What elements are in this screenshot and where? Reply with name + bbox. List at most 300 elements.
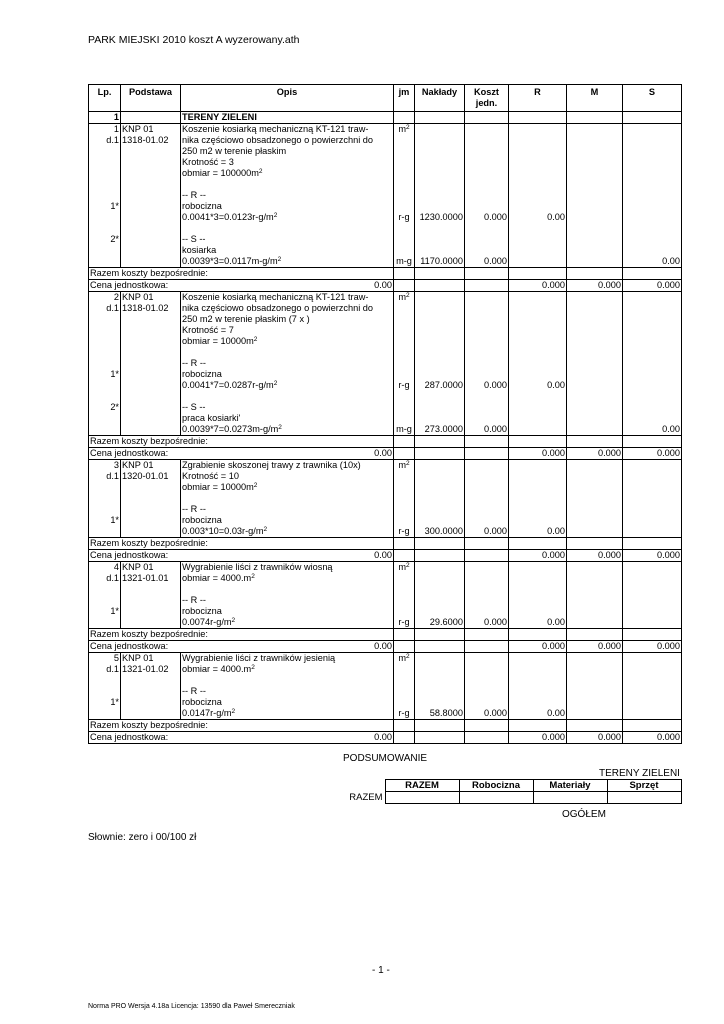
position-row (89, 653, 682, 720)
cena-total-r: 0.000 (509, 280, 567, 292)
r-formula: $0.0074r-g/m^2$ (182, 617, 236, 627)
razem-cell (567, 538, 623, 550)
spacer (510, 573, 565, 584)
r-formula: $0.0147r-g/m^2$ (182, 708, 236, 718)
spacer (624, 380, 680, 391)
spacer (568, 358, 621, 369)
spacer (466, 402, 507, 413)
superscript-2: 2 (231, 617, 236, 624)
razem-label: Razem koszty bezpośrednie: (89, 436, 394, 448)
spacer (466, 168, 507, 179)
cena-total-r: 0.000 (509, 550, 567, 562)
spacer (466, 146, 507, 157)
s-formula: $0.0039*3=0.0117m-g/m^2$ (182, 256, 282, 266)
spacer (416, 245, 463, 256)
spacer (568, 653, 621, 664)
spacer (395, 168, 413, 179)
spacer (416, 471, 463, 482)
spacer (624, 369, 680, 380)
spacer (395, 179, 413, 190)
spacer (466, 124, 507, 135)
spacer (416, 223, 463, 234)
podstawa-code: 1321-01.01 (122, 573, 169, 583)
summary-value-row (343, 792, 681, 804)
r-marker: -- R -- (182, 595, 206, 605)
spacer (568, 157, 621, 168)
position-naklady-r: 287.0000 (424, 380, 463, 390)
spacer (466, 292, 507, 303)
spacer (568, 460, 621, 471)
spacer (510, 471, 565, 482)
spacer (466, 595, 507, 606)
cena-value: 0.00 (374, 550, 392, 560)
s-lp: 2* (110, 234, 119, 244)
razem-cell (623, 629, 682, 641)
spacer (395, 482, 413, 493)
position-r (509, 292, 567, 436)
position-naklady-r: 300.0000 (424, 526, 463, 536)
cena-total-s: 0.000 (623, 732, 682, 744)
cena-koszt (465, 280, 509, 292)
spacer (510, 595, 565, 606)
cena-naklady (415, 732, 465, 744)
summary-col-razem: RAZEM (385, 780, 459, 792)
position-opis (181, 460, 394, 538)
spacer (624, 212, 680, 223)
r-name: robocizna (182, 697, 222, 707)
spacer (624, 460, 680, 471)
spacer (416, 460, 463, 471)
cena-label: Cena jednostkowa: (90, 280, 169, 290)
spacer (624, 179, 680, 190)
cena-value: 0.00 (374, 641, 392, 651)
position-m (567, 124, 623, 268)
position-s (623, 562, 682, 629)
spacer (466, 471, 507, 482)
s-lp: 2* (110, 402, 119, 412)
spacer (624, 223, 680, 234)
spacer (568, 391, 621, 402)
spacer (182, 347, 392, 358)
spacer (624, 504, 680, 515)
obmiar: obmiar = $4000.m^2$ (182, 664, 255, 674)
spacer (416, 358, 463, 369)
spacer (510, 584, 565, 595)
spacer (90, 595, 119, 606)
spacer (416, 595, 463, 606)
cena-total-m: 0.000 (567, 550, 623, 562)
s-name: praca kosiarki' (182, 413, 241, 423)
position-row (89, 460, 682, 538)
s-marker: -- S -- (182, 402, 206, 412)
opis-line: 250 m2 w terenie płaskim (7 x ) (182, 314, 310, 324)
spacer (90, 223, 119, 234)
razem-cell (465, 268, 509, 280)
position-jm (394, 562, 415, 629)
position-lp (89, 124, 121, 268)
spacer (90, 190, 119, 201)
s-marker: -- S -- (182, 234, 206, 244)
cena-naklady (415, 448, 465, 460)
position-s-s: 0.00 (662, 256, 680, 266)
position-podstawa (121, 562, 181, 629)
r-formula: $0.0041*3=0.0123r-g/m^2$ (182, 212, 278, 222)
position-r (509, 653, 567, 720)
cena-total-m: 0.000 (567, 641, 623, 653)
spacer (568, 664, 621, 675)
position-koszt-r: 0.000 (484, 212, 507, 222)
spacer (624, 358, 680, 369)
obmiar: obmiar = $10000m^2$ (182, 482, 258, 492)
spacer (395, 314, 413, 325)
spacer (395, 157, 413, 168)
position-koszt-s: 0.000 (484, 424, 507, 434)
opis-line: Krotność = 7 (182, 325, 234, 335)
section-row (89, 112, 682, 124)
position-jm (394, 460, 415, 538)
position-koszt (465, 562, 509, 629)
spacer (624, 413, 680, 424)
spacer (624, 708, 680, 719)
spacer (568, 675, 621, 686)
spacer (568, 697, 621, 708)
cena-value: 0.00 (374, 280, 392, 290)
cena-value: 0.00 (374, 448, 392, 458)
spacer (568, 504, 621, 515)
cena-total-s: 0.000 (623, 550, 682, 562)
r-jm: r-g (398, 708, 410, 718)
spacer (395, 413, 413, 424)
spacer (395, 675, 413, 686)
cena-label: Cena jednostkowa: (90, 550, 169, 560)
razem-cell (509, 268, 567, 280)
spacer (416, 190, 463, 201)
cena-total-m: 0.000 (567, 448, 623, 460)
position-s (623, 292, 682, 436)
spacer (568, 292, 621, 303)
position-naklady (415, 562, 465, 629)
position-s (623, 124, 682, 268)
spacer (568, 493, 621, 504)
spacer (568, 369, 621, 380)
spacer (90, 336, 119, 347)
podstawa-code: 1318-01.02 (122, 135, 169, 145)
position-opis (181, 292, 394, 436)
spacer (416, 135, 463, 146)
cena-row (89, 641, 682, 653)
position-r-r: 0.00 (547, 526, 565, 536)
spacer (568, 223, 621, 234)
spacer (466, 135, 507, 146)
r-lp: 1* (110, 697, 119, 707)
spacer (624, 617, 680, 628)
cena-total-s: 0.000 (623, 280, 682, 292)
s-name: kosiarka (182, 245, 217, 255)
position-koszt-r: 0.000 (484, 380, 507, 390)
spacer (624, 146, 680, 157)
lp-main: 1 (113, 124, 119, 134)
cena-jm (394, 641, 415, 653)
unit-m2: $m^2$ (398, 562, 410, 572)
spacer (568, 562, 621, 573)
spacer (624, 336, 680, 347)
lp-main: 3 (113, 460, 119, 470)
spacer (416, 179, 463, 190)
position-row (89, 292, 682, 436)
spacer (90, 686, 119, 697)
spacer (568, 413, 621, 424)
spacer (182, 391, 392, 402)
spacer (416, 515, 463, 526)
cena-jm (394, 448, 415, 460)
opis-line: nika częściowo obsadzonego o powierzchni do (182, 135, 374, 145)
position-r-r: 0.00 (547, 380, 565, 390)
spacer (510, 413, 565, 424)
spacer (466, 391, 507, 402)
spacer (510, 168, 565, 179)
spacer (90, 675, 119, 686)
position-naklady-s: 1170.0000 (420, 256, 463, 266)
spacer (624, 292, 680, 303)
spacer (395, 471, 413, 482)
position-koszt-r: 0.000 (484, 526, 507, 536)
spacer (416, 675, 463, 686)
unit-m2: $m^2$ (398, 124, 410, 134)
superscript-2: 2 (406, 124, 410, 131)
spacer (510, 190, 565, 201)
spacer (416, 369, 463, 380)
superscript-2: 2 (273, 212, 278, 219)
superscript-2: 2 (253, 336, 258, 343)
spacer (90, 347, 119, 358)
spacer (568, 190, 621, 201)
spacer (624, 402, 680, 413)
unit-m2: $m^2$ (398, 460, 410, 470)
position-koszt (465, 653, 509, 720)
position-lp (89, 292, 121, 436)
spacer (466, 314, 507, 325)
spacer (395, 245, 413, 256)
spacer (416, 573, 463, 584)
spacer (416, 124, 463, 135)
razem-row (89, 629, 682, 641)
position-r (509, 562, 567, 629)
spacer (395, 135, 413, 146)
r-lp: 1* (110, 606, 119, 616)
spacer (416, 201, 463, 212)
spacer (624, 157, 680, 168)
spacer (624, 303, 680, 314)
lp-main: 4 (113, 562, 119, 572)
spacer (568, 347, 621, 358)
spacer (624, 606, 680, 617)
col-s: S (623, 85, 682, 112)
spacer (510, 135, 565, 146)
position-r-r: 0.00 (547, 212, 565, 222)
spacer (416, 168, 463, 179)
spacer (466, 653, 507, 664)
spacer (510, 675, 565, 686)
spacer (568, 245, 621, 256)
cena-koszt (465, 732, 509, 744)
razem-cell (623, 720, 682, 732)
spacer (624, 493, 680, 504)
cena-total-s: 0.000 (623, 641, 682, 653)
lp-sub: d.1 (106, 664, 119, 674)
position-r-r: 0.00 (547, 617, 565, 627)
r-marker: -- R -- (182, 190, 206, 200)
spacer (624, 526, 680, 537)
spacer (466, 358, 507, 369)
col-koszt: Koszt jedn. (465, 85, 509, 112)
spacer (90, 157, 119, 168)
position-naklady (415, 653, 465, 720)
spacer (416, 292, 463, 303)
spacer (395, 686, 413, 697)
spacer (568, 212, 621, 223)
position-opis (181, 653, 394, 720)
spacer (90, 179, 119, 190)
razem-cell (394, 268, 415, 280)
position-lp (89, 653, 121, 720)
spacer (510, 325, 565, 336)
spacer (395, 515, 413, 526)
podstawa-code: 1320-01.01 (122, 471, 169, 481)
spacer (466, 190, 507, 201)
spacer (624, 391, 680, 402)
spacer (624, 201, 680, 212)
cena-cell (89, 550, 394, 562)
razem-cell (415, 720, 465, 732)
spacer (568, 380, 621, 391)
cena-total-r: 0.000 (509, 641, 567, 653)
spacer (466, 223, 507, 234)
position-naklady-s: 273.0000 (424, 424, 463, 434)
col-jm: jm (394, 85, 415, 112)
spacer (416, 146, 463, 157)
spacer (416, 653, 463, 664)
cena-row (89, 732, 682, 744)
spacer (416, 157, 463, 168)
col-naklady: Nakłady (415, 85, 465, 112)
cena-total-r: 0.000 (509, 448, 567, 460)
lp-sub: d.1 (106, 573, 119, 583)
position-podstawa (121, 653, 181, 720)
lp-sub: d.1 (106, 471, 119, 481)
spacer (416, 493, 463, 504)
spacer (624, 190, 680, 201)
cena-total-r: 0.000 (509, 732, 567, 744)
spacer (466, 325, 507, 336)
s-formula: $0.0039*7=0.0273m-g/m^2$ (182, 424, 282, 434)
cena-row (89, 550, 682, 562)
spacer (510, 482, 565, 493)
spacer (416, 402, 463, 413)
superscript-2: 2 (251, 573, 255, 580)
summary-title: PODSUMOWANIE (343, 753, 428, 764)
obmiar: obmiar = $10000m^2$ (182, 336, 258, 346)
spacer (624, 234, 680, 245)
spacer (90, 482, 119, 493)
spacer (466, 245, 507, 256)
spacer (510, 303, 565, 314)
spacer (624, 135, 680, 146)
spacer (395, 595, 413, 606)
position-s-s: 0.00 (662, 424, 680, 434)
spacer (568, 336, 621, 347)
spacer (466, 664, 507, 675)
spacer (90, 314, 119, 325)
spacer (90, 358, 119, 369)
cena-cell (89, 448, 394, 460)
spacer (466, 675, 507, 686)
opis-line: Wygrabienie liści z trawników wiosną (182, 562, 333, 572)
summary-col-robocizna: Robocizna (459, 780, 533, 792)
razem-label: Razem koszty bezpośrednie: (89, 268, 394, 280)
spacer (510, 157, 565, 168)
spacer (395, 223, 413, 234)
summary-col-materialy: Materiały (533, 780, 607, 792)
page-number: - 1 - (372, 965, 390, 976)
position-opis (181, 562, 394, 629)
position-lp (89, 562, 121, 629)
r-jm: r-g (398, 526, 410, 536)
summary-col-sprzet: Sprzęt (607, 780, 681, 792)
podstawa-code: 1321-01.02 (122, 664, 169, 674)
spacer (466, 303, 507, 314)
razem-cell (509, 629, 567, 641)
spacer (510, 146, 565, 157)
spacer (510, 223, 565, 234)
spacer (624, 584, 680, 595)
razem-cell (394, 436, 415, 448)
position-naklady (415, 292, 465, 436)
podstawa-catalog: KNP 01 (122, 562, 154, 572)
spacer (568, 606, 621, 617)
spacer (416, 562, 463, 573)
spacer (466, 504, 507, 515)
spacer (510, 336, 565, 347)
spacer (395, 234, 413, 245)
summary-ogolem: OGÓŁEM (562, 809, 606, 820)
cena-koszt (465, 448, 509, 460)
opis-line: Krotność = 3 (182, 157, 234, 167)
razem-cell (394, 629, 415, 641)
spacer (568, 314, 621, 325)
spacer (466, 686, 507, 697)
razem-cell (465, 629, 509, 641)
spacer (624, 515, 680, 526)
unit-m2: $m^2$ (398, 292, 410, 302)
col-m: M (567, 85, 623, 112)
razem-cell (509, 538, 567, 550)
spacer (416, 314, 463, 325)
razem-cell (415, 268, 465, 280)
opis-line: nika częściowo obsadzonego o powierzchni do (182, 303, 374, 313)
position-koszt-r: 0.000 (484, 617, 507, 627)
spacer (466, 562, 507, 573)
position-naklady-r: 58.8000 (429, 708, 463, 718)
spacer (416, 504, 463, 515)
spacer (624, 573, 680, 584)
col-lp: Lp. (89, 85, 121, 112)
spacer (510, 664, 565, 675)
spacer (90, 380, 119, 391)
cena-label: Cena jednostkowa: (90, 641, 169, 651)
spacer (510, 234, 565, 245)
col-opis: Opis (181, 85, 394, 112)
cena-total-s: 0.000 (623, 448, 682, 460)
